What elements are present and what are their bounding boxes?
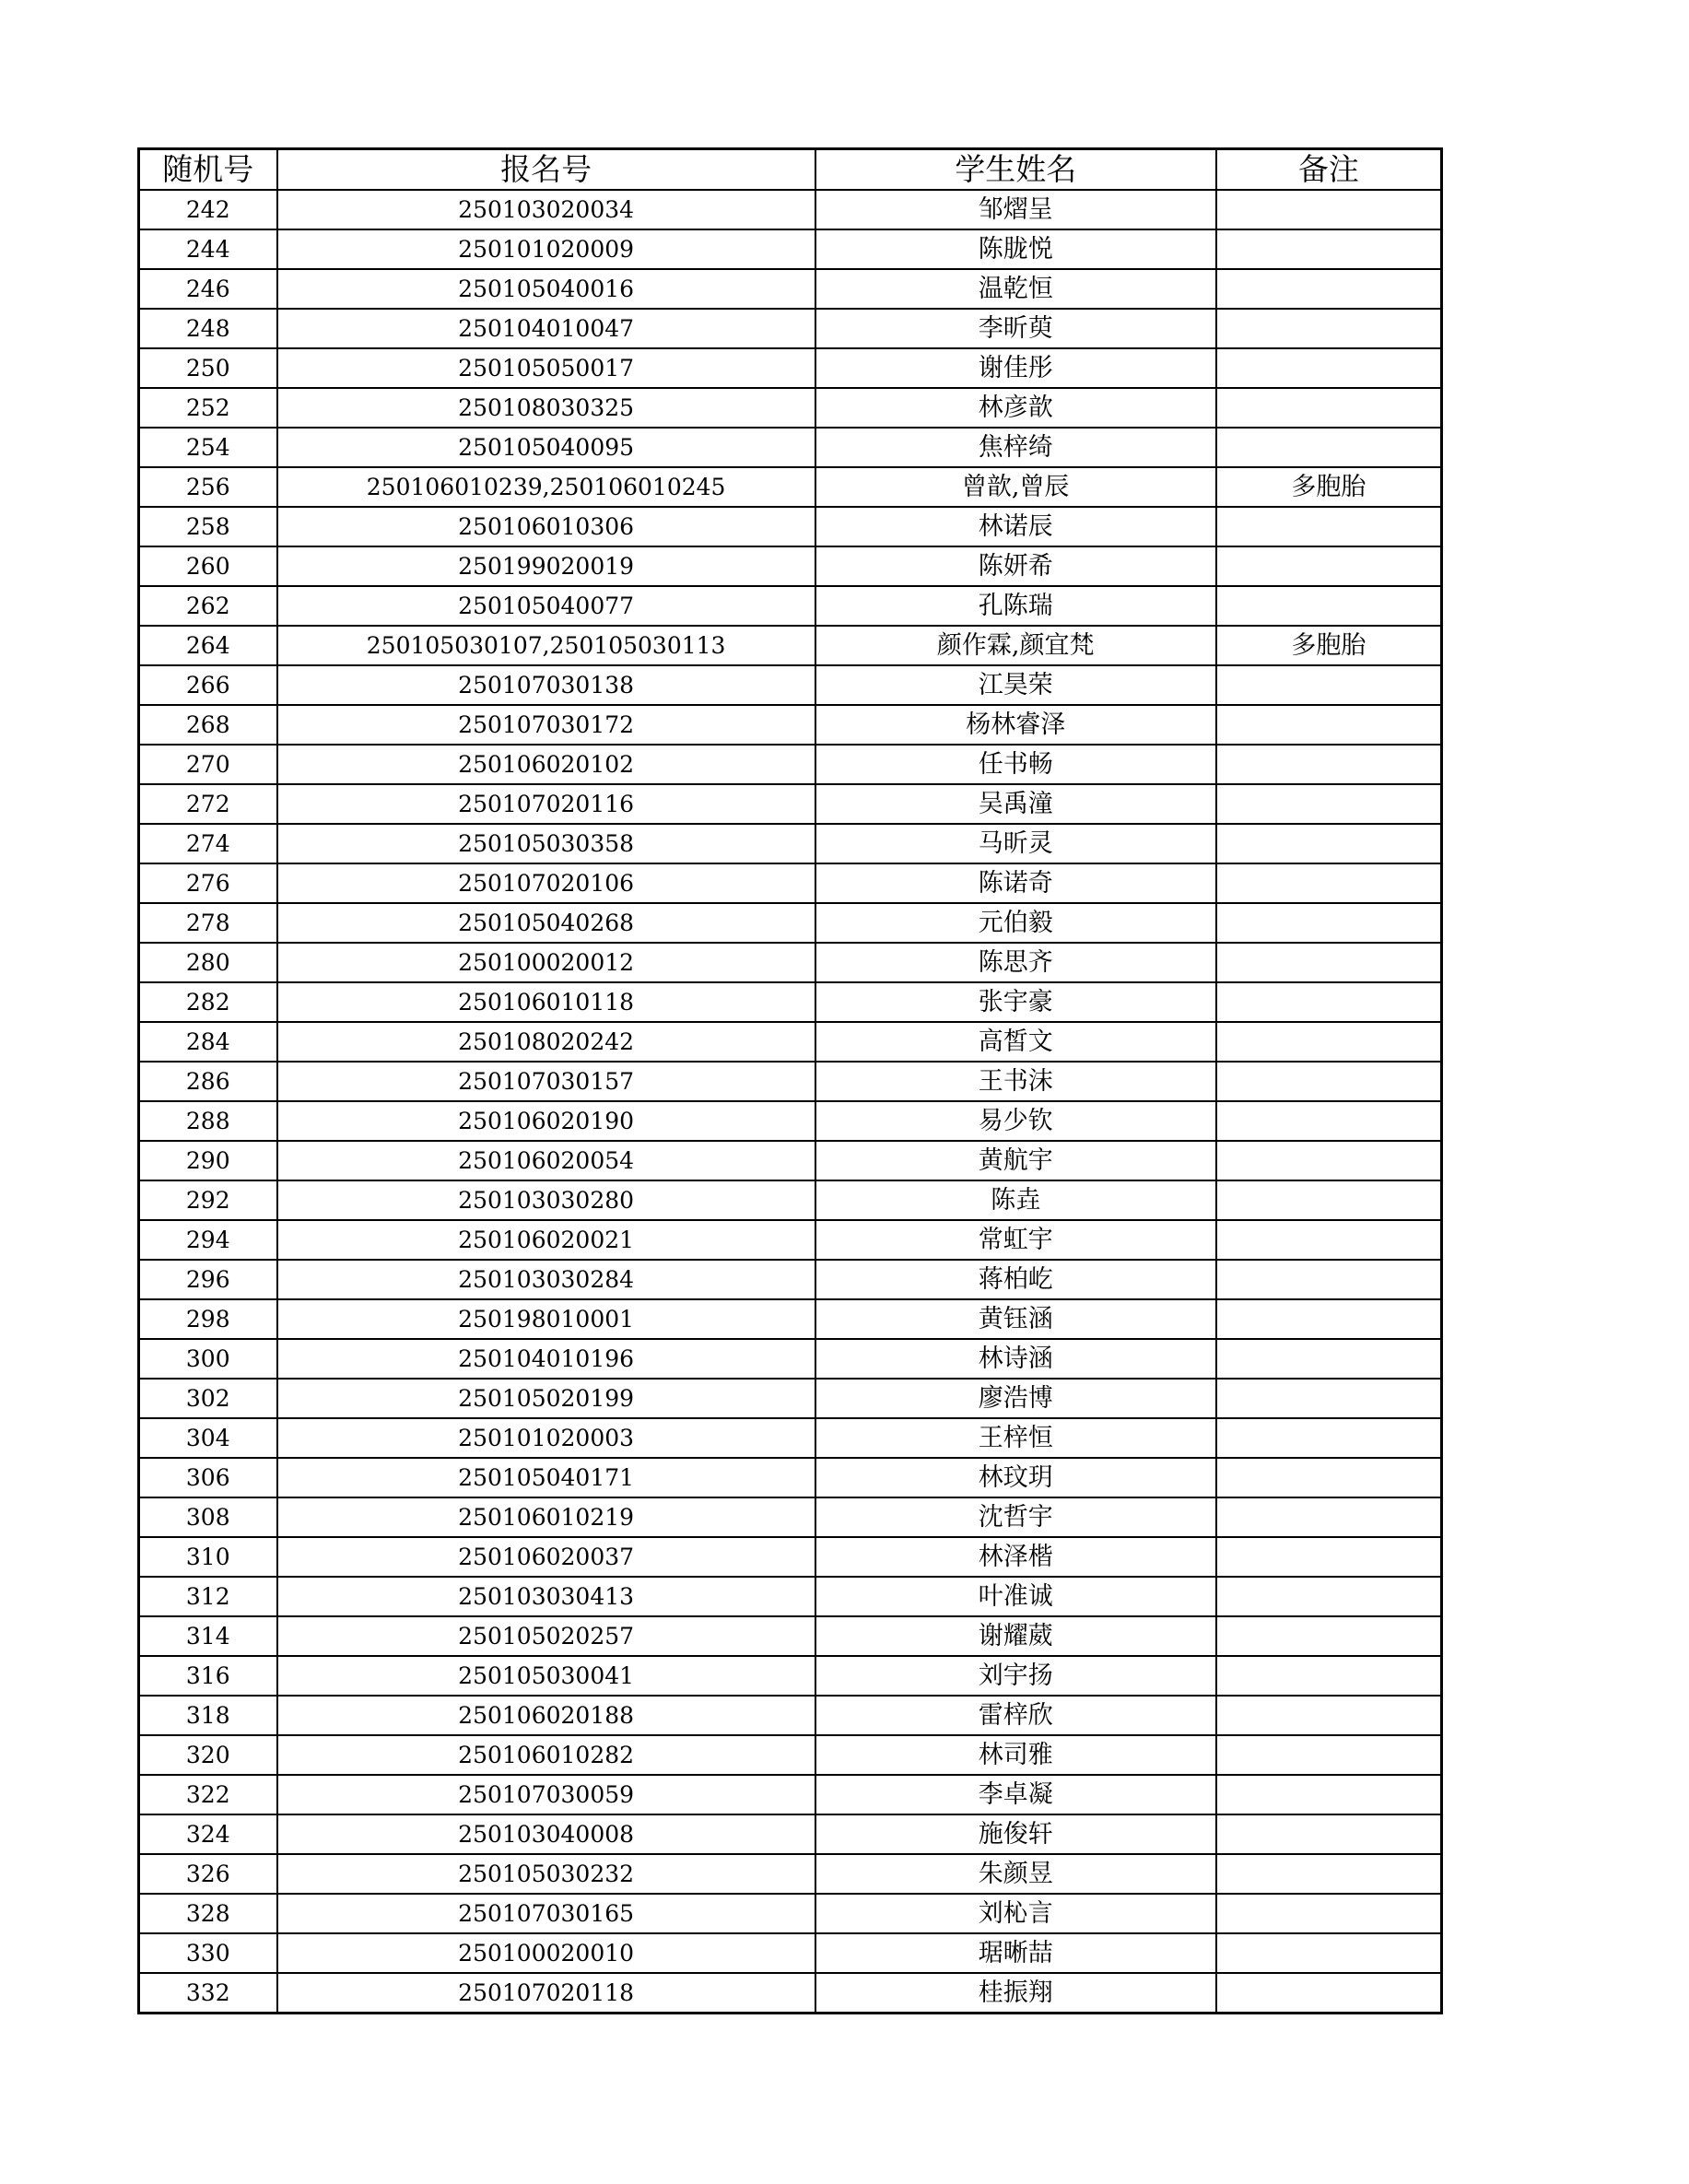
registration-number-cell: 250105040077 (277, 586, 815, 626)
registration-number-cell: 250107020118 (277, 1973, 815, 2014)
registration-number-cell: 250103030284 (277, 1260, 815, 1299)
table-row (139, 1141, 1442, 1180)
student-name-cell: 易少钦 (815, 1101, 1216, 1141)
random-number-cell: 282 (139, 982, 277, 1022)
random-number-cell: 256 (139, 467, 277, 507)
student-name-cell: 元伯毅 (815, 903, 1216, 943)
table-row (139, 428, 1442, 467)
student-name-cell: 陈胧悦 (815, 229, 1216, 269)
student-name-cell: 刘杺言 (815, 1894, 1216, 1933)
table-row (139, 309, 1442, 348)
table-row (139, 705, 1442, 745)
table-row (139, 586, 1442, 626)
student-name-cell: 邹熠呈 (815, 190, 1216, 229)
student-name-cell: 林诗涵 (815, 1339, 1216, 1379)
remarks-cell (1216, 863, 1442, 903)
remarks-cell (1216, 1537, 1442, 1577)
student-name-cell: 高皙文 (815, 1022, 1216, 1062)
student-name-cell: 颜作霖,颜宜梵 (815, 626, 1216, 665)
table-row (139, 1418, 1442, 1458)
student-name-cell: 叶准诚 (815, 1577, 1216, 1616)
table-row (139, 388, 1442, 428)
table-row (139, 1577, 1442, 1616)
table-row (139, 229, 1442, 269)
remarks-cell (1216, 1497, 1442, 1537)
student-name-cell: 马昕灵 (815, 824, 1216, 863)
table-row (139, 1814, 1442, 1854)
random-number-cell: 262 (139, 586, 277, 626)
header-row (139, 149, 1442, 191)
registration-number-cell: 250107030138 (277, 665, 815, 705)
random-number-cell: 316 (139, 1656, 277, 1696)
remarks-cell (1216, 546, 1442, 586)
remarks-cell (1216, 1696, 1442, 1735)
student-name-cell: 林诺辰 (815, 507, 1216, 546)
table-body (139, 190, 1442, 2014)
student-name-cell: 蒋柏屹 (815, 1260, 1216, 1299)
random-number-cell: 254 (139, 428, 277, 467)
student-name-cell: 桂振翔 (815, 1973, 1216, 2014)
random-number-cell: 258 (139, 507, 277, 546)
random-number-cell: 300 (139, 1339, 277, 1379)
remarks-cell (1216, 1577, 1442, 1616)
remarks-cell (1216, 1775, 1442, 1814)
remarks-cell (1216, 1299, 1442, 1339)
student-name-cell: 王书沫 (815, 1062, 1216, 1101)
table-row (139, 1379, 1442, 1418)
random-number-cell: 252 (139, 388, 277, 428)
header-registration-number: 报名号 (277, 149, 815, 191)
random-number-cell: 298 (139, 1299, 277, 1339)
header-remarks: 备注 (1216, 149, 1442, 191)
random-number-cell: 314 (139, 1616, 277, 1656)
table-row (139, 1933, 1442, 1973)
table-row (139, 348, 1442, 388)
table-row (139, 1973, 1442, 2014)
table-row (139, 1260, 1442, 1299)
remarks-cell (1216, 190, 1442, 229)
table-row (139, 1022, 1442, 1062)
registration-number-cell: 250100020012 (277, 943, 815, 982)
remarks-cell: 多胞胎 (1216, 626, 1442, 665)
student-name-cell: 谢耀葳 (815, 1616, 1216, 1656)
registration-number-cell: 250105030041 (277, 1656, 815, 1696)
student-name-cell: 黄航宇 (815, 1141, 1216, 1180)
student-name-cell: 陈思齐 (815, 943, 1216, 982)
table-row (139, 1101, 1442, 1141)
registration-number-cell: 250106020021 (277, 1220, 815, 1260)
random-number-cell: 320 (139, 1735, 277, 1775)
registration-number-cell: 250105030107,250105030113 (277, 626, 815, 665)
table-row (139, 1339, 1442, 1379)
random-number-cell: 324 (139, 1814, 277, 1854)
registration-number-cell: 250108030325 (277, 388, 815, 428)
student-name-cell: 曾歆,曾辰 (815, 467, 1216, 507)
student-name-cell: 王梓恒 (815, 1418, 1216, 1458)
random-number-cell: 266 (139, 665, 277, 705)
table-row (139, 507, 1442, 546)
registration-number-cell: 250105020199 (277, 1379, 815, 1418)
random-number-cell: 276 (139, 863, 277, 903)
remarks-cell (1216, 1260, 1442, 1299)
table-row (139, 1180, 1442, 1220)
remarks-cell (1216, 1101, 1442, 1141)
table-row (139, 1220, 1442, 1260)
registration-number-cell: 250106020190 (277, 1101, 815, 1141)
remarks-cell (1216, 1141, 1442, 1180)
registration-number-cell: 250103040008 (277, 1814, 815, 1854)
table-row (139, 665, 1442, 705)
remarks-cell (1216, 1854, 1442, 1894)
registration-number-cell: 250199020019 (277, 546, 815, 586)
random-number-cell: 312 (139, 1577, 277, 1616)
random-number-cell: 270 (139, 745, 277, 784)
table-row (139, 1894, 1442, 1933)
remarks-cell (1216, 586, 1442, 626)
registration-number-cell: 250105040095 (277, 428, 815, 467)
student-name-cell: 雷梓欣 (815, 1696, 1216, 1735)
registration-number-cell: 250107030059 (277, 1775, 815, 1814)
table-row (139, 1537, 1442, 1577)
remarks-cell (1216, 1616, 1442, 1656)
remarks-cell (1216, 784, 1442, 824)
student-name-cell: 陈诺奇 (815, 863, 1216, 903)
registration-number-cell: 250101020009 (277, 229, 815, 269)
registration-number-cell: 250106010282 (277, 1735, 815, 1775)
student-name-cell: 谢佳彤 (815, 348, 1216, 388)
random-number-cell: 310 (139, 1537, 277, 1577)
registration-number-cell: 250106020188 (277, 1696, 815, 1735)
registration-number-cell: 250106020037 (277, 1537, 815, 1577)
remarks-cell (1216, 229, 1442, 269)
student-name-cell: 林泽楷 (815, 1537, 1216, 1577)
student-name-cell: 张宇豪 (815, 982, 1216, 1022)
table-row (139, 1458, 1442, 1497)
random-number-cell: 260 (139, 546, 277, 586)
registration-number-cell: 250105040016 (277, 269, 815, 309)
random-number-cell: 242 (139, 190, 277, 229)
remarks-cell: 多胞胎 (1216, 467, 1442, 507)
registration-number-cell: 250106010239,250106010245 (277, 467, 815, 507)
remarks-cell (1216, 428, 1442, 467)
random-number-cell: 278 (139, 903, 277, 943)
registration-number-cell: 250106010118 (277, 982, 815, 1022)
remarks-cell (1216, 1973, 1442, 2014)
header-student-name: 学生姓名 (815, 149, 1216, 191)
table-row (139, 982, 1442, 1022)
random-number-cell: 274 (139, 824, 277, 863)
random-number-cell: 268 (139, 705, 277, 745)
registration-number-cell: 250107020106 (277, 863, 815, 903)
remarks-cell (1216, 1180, 1442, 1220)
registration-number-cell: 250103030280 (277, 1180, 815, 1220)
table-row (139, 1696, 1442, 1735)
random-number-cell: 332 (139, 1973, 277, 2014)
remarks-cell (1216, 903, 1442, 943)
remarks-cell (1216, 745, 1442, 784)
table-row (139, 1735, 1442, 1775)
random-number-cell: 296 (139, 1260, 277, 1299)
remarks-cell (1216, 388, 1442, 428)
registration-number-cell: 250107030165 (277, 1894, 815, 1933)
random-number-cell: 246 (139, 269, 277, 309)
student-name-cell: 常虹宇 (815, 1220, 1216, 1260)
remarks-cell (1216, 665, 1442, 705)
table-row (139, 1299, 1442, 1339)
registration-number-cell: 250104010047 (277, 309, 815, 348)
registration-number-cell: 250103030413 (277, 1577, 815, 1616)
remarks-cell (1216, 1220, 1442, 1260)
registration-number-cell: 250108020242 (277, 1022, 815, 1062)
registration-number-cell: 250198010001 (277, 1299, 815, 1339)
student-name-cell: 吴禹潼 (815, 784, 1216, 824)
remarks-cell (1216, 1656, 1442, 1696)
student-name-cell: 孔陈瑞 (815, 586, 1216, 626)
random-number-cell: 326 (139, 1854, 277, 1894)
registration-number-cell: 250107030172 (277, 705, 815, 745)
registration-number-cell: 250106020054 (277, 1141, 815, 1180)
random-number-cell: 264 (139, 626, 277, 665)
remarks-cell (1216, 1022, 1442, 1062)
table-row (139, 546, 1442, 586)
student-name-cell: 林司雅 (815, 1735, 1216, 1775)
table-row (139, 1616, 1442, 1656)
random-number-cell: 244 (139, 229, 277, 269)
remarks-cell (1216, 1339, 1442, 1379)
student-name-cell: 林彦歆 (815, 388, 1216, 428)
table-row (139, 1497, 1442, 1537)
random-number-cell: 328 (139, 1894, 277, 1933)
table-row (139, 1775, 1442, 1814)
student-name-cell: 杨林睿泽 (815, 705, 1216, 745)
remarks-cell (1216, 1062, 1442, 1101)
random-number-cell: 280 (139, 943, 277, 982)
table-row (139, 824, 1442, 863)
registration-number-cell: 250106010219 (277, 1497, 815, 1537)
random-number-cell: 250 (139, 348, 277, 388)
table-row (139, 943, 1442, 982)
student-name-cell: 朱颜昱 (815, 1854, 1216, 1894)
remarks-cell (1216, 348, 1442, 388)
table-row (139, 626, 1442, 665)
student-name-cell: 焦梓绮 (815, 428, 1216, 467)
remarks-cell (1216, 1814, 1442, 1854)
registration-number-cell: 250105050017 (277, 348, 815, 388)
random-number-cell: 290 (139, 1141, 277, 1180)
table-row (139, 467, 1442, 507)
random-number-cell: 318 (139, 1696, 277, 1735)
student-name-cell: 琚晰喆 (815, 1933, 1216, 1973)
header-random-number: 随机号 (139, 149, 277, 191)
remarks-cell (1216, 1933, 1442, 1973)
random-number-cell: 302 (139, 1379, 277, 1418)
table-row (139, 190, 1442, 229)
table-row (139, 269, 1442, 309)
student-name-cell: 江昊荣 (815, 665, 1216, 705)
remarks-cell (1216, 943, 1442, 982)
table-row (139, 745, 1442, 784)
student-name-cell: 刘宇扬 (815, 1656, 1216, 1696)
table-row (139, 1854, 1442, 1894)
random-number-cell: 304 (139, 1418, 277, 1458)
table-row (139, 1656, 1442, 1696)
registration-number-cell: 250107020116 (277, 784, 815, 824)
random-number-cell: 248 (139, 309, 277, 348)
student-name-cell: 施俊轩 (815, 1814, 1216, 1854)
remarks-cell (1216, 1735, 1442, 1775)
student-name-cell: 廖浩博 (815, 1379, 1216, 1418)
registration-number-cell: 250100020010 (277, 1933, 815, 1973)
random-number-cell: 322 (139, 1775, 277, 1814)
random-number-cell: 292 (139, 1180, 277, 1220)
remarks-cell (1216, 269, 1442, 309)
registration-number-cell: 250101020003 (277, 1418, 815, 1458)
registration-number-cell: 250105040268 (277, 903, 815, 943)
student-name-cell: 沈哲宇 (815, 1497, 1216, 1537)
student-name-cell: 陈妍希 (815, 546, 1216, 586)
student-name-cell: 任书畅 (815, 745, 1216, 784)
remarks-cell (1216, 1418, 1442, 1458)
registration-number-cell: 250104010196 (277, 1339, 815, 1379)
random-number-cell: 286 (139, 1062, 277, 1101)
registration-number-cell: 250103020034 (277, 190, 815, 229)
remarks-cell (1216, 1894, 1442, 1933)
table-row (139, 903, 1442, 943)
student-name-cell: 李卓凝 (815, 1775, 1216, 1814)
random-number-cell: 306 (139, 1458, 277, 1497)
remarks-cell (1216, 824, 1442, 863)
registration-number-cell: 250105030358 (277, 824, 815, 863)
random-number-cell: 272 (139, 784, 277, 824)
registration-number-cell: 250106020102 (277, 745, 815, 784)
remarks-cell (1216, 705, 1442, 745)
table-row (139, 784, 1442, 824)
registration-number-cell: 250105040171 (277, 1458, 815, 1497)
registration-number-cell: 250107030157 (277, 1062, 815, 1101)
random-number-cell: 284 (139, 1022, 277, 1062)
student-name-cell: 温乾恒 (815, 269, 1216, 309)
student-name-cell: 林玟玥 (815, 1458, 1216, 1497)
table-row (139, 863, 1442, 903)
remarks-cell (1216, 982, 1442, 1022)
remarks-cell (1216, 309, 1442, 348)
student-name-cell: 陈垚 (815, 1180, 1216, 1220)
random-number-cell: 308 (139, 1497, 277, 1537)
student-name-cell: 黄钰涵 (815, 1299, 1216, 1339)
registration-number-cell: 250105020257 (277, 1616, 815, 1656)
student-name-cell: 李昕萸 (815, 309, 1216, 348)
remarks-cell (1216, 507, 1442, 546)
registration-number-cell: 250106010306 (277, 507, 815, 546)
remarks-cell (1216, 1458, 1442, 1497)
random-number-cell: 288 (139, 1101, 277, 1141)
remarks-cell (1216, 1379, 1442, 1418)
table-row (139, 1062, 1442, 1101)
random-number-cell: 294 (139, 1220, 277, 1260)
registration-number-cell: 250105030232 (277, 1854, 815, 1894)
student-roster-table (137, 147, 1443, 2014)
random-number-cell: 330 (139, 1933, 277, 1973)
